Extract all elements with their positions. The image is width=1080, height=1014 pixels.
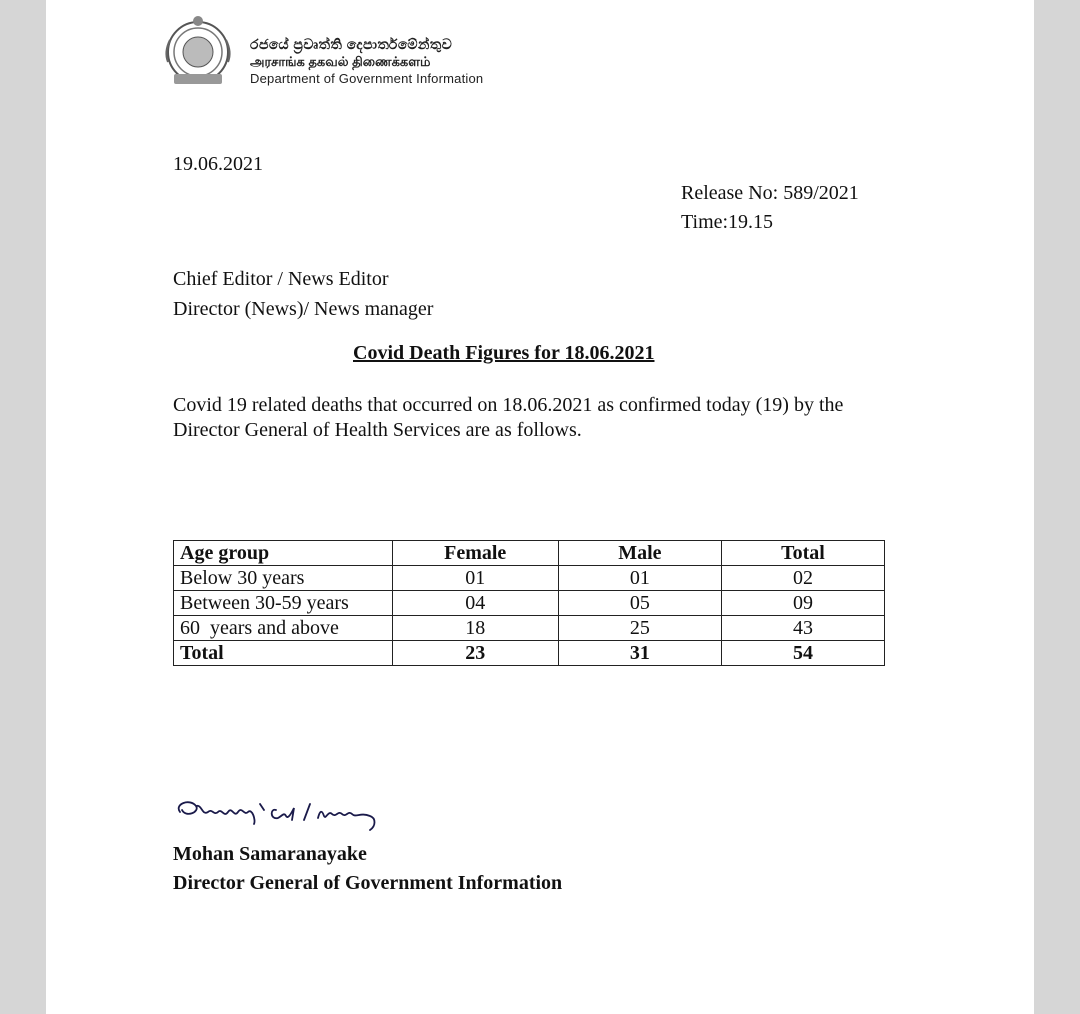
header-total: Total bbox=[721, 541, 884, 566]
table-header-row bbox=[174, 541, 885, 566]
male-cell: 25 bbox=[558, 616, 721, 641]
table-row bbox=[174, 566, 885, 591]
female-total-cell: 23 bbox=[392, 641, 558, 666]
total-cell: 09 bbox=[721, 591, 884, 616]
release-time: Time:19.15 bbox=[681, 211, 774, 233]
grand-total-cell: 54 bbox=[721, 641, 884, 666]
addressee-line: Director (News)/ News manager bbox=[173, 298, 434, 320]
document-date: 19.06.2021 bbox=[173, 153, 263, 175]
total-cell: 43 bbox=[721, 616, 884, 641]
table-row bbox=[174, 616, 885, 641]
female-cell: 04 bbox=[392, 591, 558, 616]
letterhead-sinhala: රජයේ ප්‍රවෘත්ති දෙපාර්තමේන්තුව bbox=[250, 36, 453, 52]
body-paragraph: Covid 19 related deaths that occurred on 18.06.2021 as confirmed today (19) by the Director General of Health Services are as follows. bbox=[173, 394, 844, 441]
table-total-row bbox=[174, 641, 885, 666]
signer-name: Mohan Samaranayake bbox=[173, 843, 367, 865]
total-label-cell: Total bbox=[174, 641, 393, 666]
female-cell: 01 bbox=[392, 566, 558, 591]
male-cell: 01 bbox=[558, 566, 721, 591]
signer-title: Director General of Government Information bbox=[173, 872, 563, 894]
death-figures-table bbox=[173, 540, 885, 666]
government-seal-logo bbox=[160, 12, 236, 88]
table-row bbox=[174, 591, 885, 616]
header-female: Female bbox=[392, 541, 558, 566]
age-group-cell: Between 30-59 years bbox=[174, 591, 393, 616]
age-group-cell: 60 years and above bbox=[174, 616, 393, 641]
total-cell: 02 bbox=[721, 566, 884, 591]
male-cell: 05 bbox=[558, 591, 721, 616]
letterhead-english: Department of Government Information bbox=[250, 71, 484, 86]
age-group-cell: Below 30 years bbox=[174, 566, 393, 591]
handwritten-signature bbox=[172, 790, 387, 840]
male-total-cell: 31 bbox=[558, 641, 721, 666]
female-cell: 18 bbox=[392, 616, 558, 641]
letterhead-tamil: அரசாங்க தகவல் திணைக்களம் bbox=[250, 54, 431, 69]
release-number: Release No: 589/2021 bbox=[681, 182, 859, 204]
header-age-group: Age group bbox=[174, 541, 393, 566]
document-heading: Covid Death Figures for 18.06.2021 bbox=[353, 342, 655, 364]
addressee-line: Chief Editor / News Editor bbox=[173, 268, 389, 290]
header-male: Male bbox=[558, 541, 721, 566]
